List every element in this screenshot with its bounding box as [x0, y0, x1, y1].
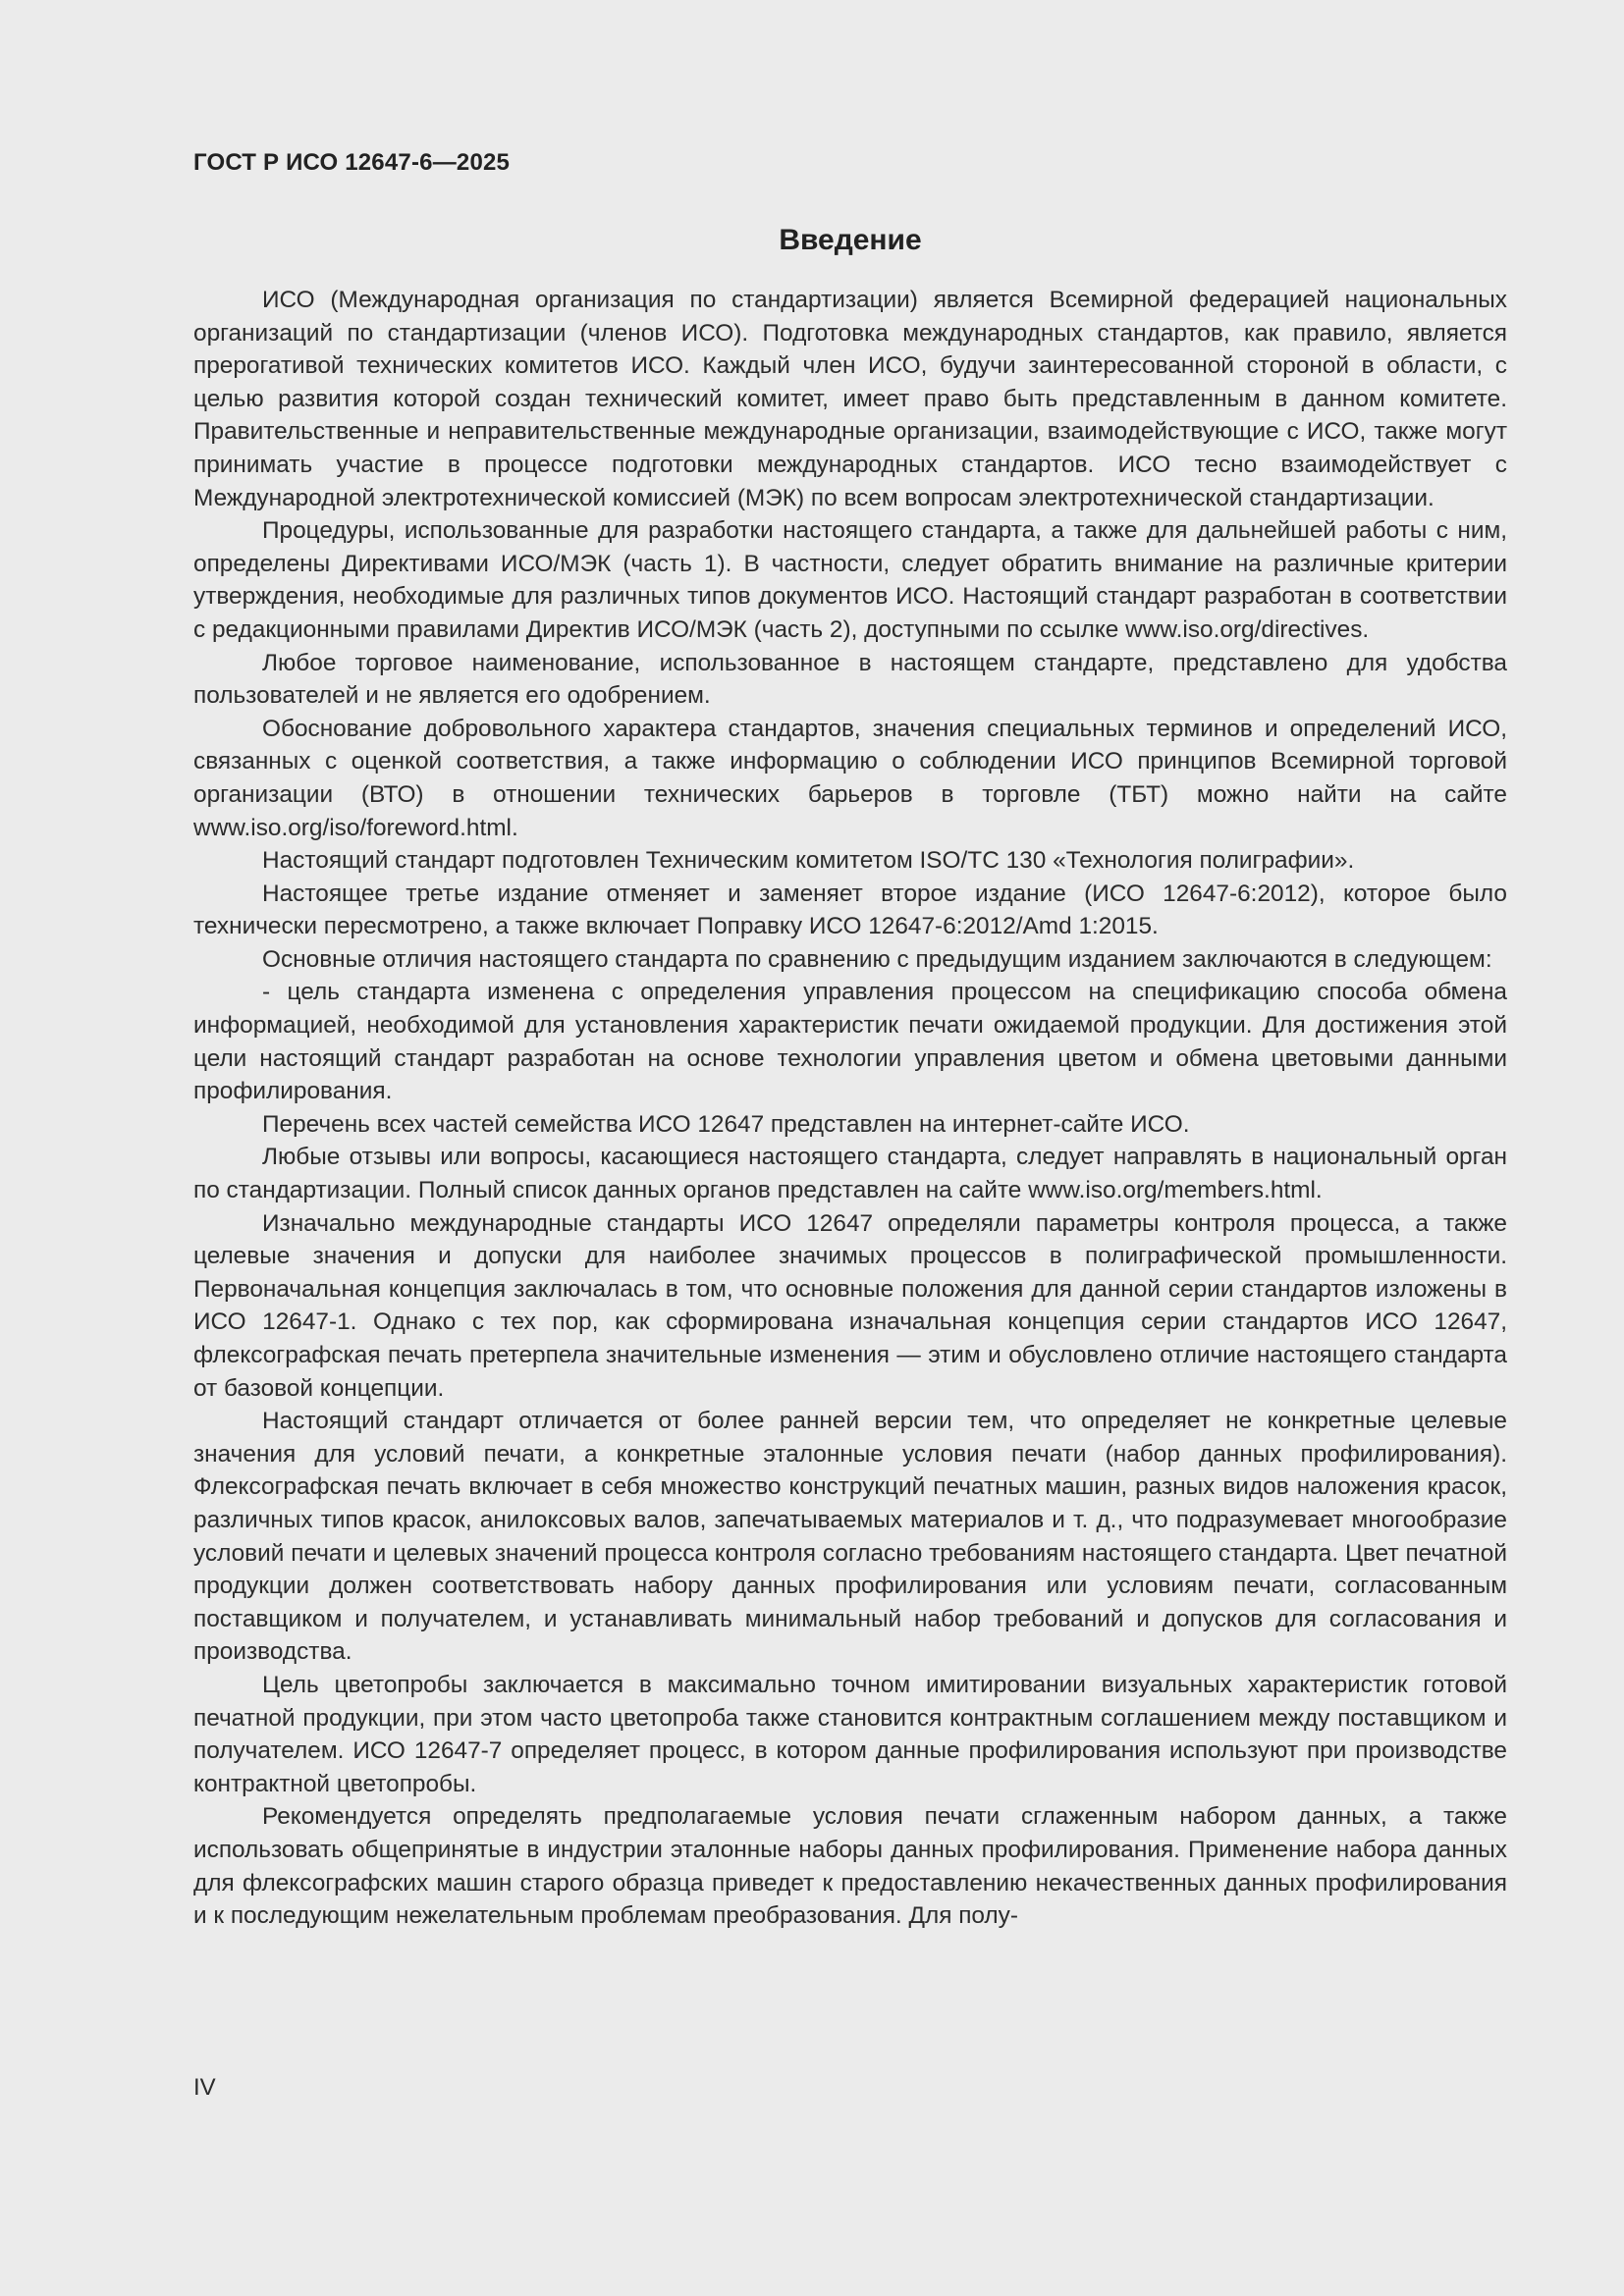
- list-item: - цель стандарта изменена с определения управления процессом на спецификацию способа обмена информацией, необходимой для установления характеристик печати ожидаемой продукции. Для достижения этой цели настоящий стандарт разработан на основе технологии управления цветом и обмена цветовыми данными профилирования.: [193, 979, 1507, 1105]
- page-number: IV: [193, 2074, 216, 2101]
- paragraph: Основные отличия настоящего стандарта по сравнению с предыдущим изданием заключаются в следующем:: [262, 945, 1492, 973]
- body-text: [193, 284, 1507, 1933]
- paragraph: Любое торговое наименование, использованное в настоящем стандарте, представлено для удобства пользователей и не является его одобрением.: [193, 649, 1507, 710]
- paragraph: Любые отзывы или вопросы, касающиеся настоящего стандарта, следует направлять в национальный орган по стандартизации. Полный список данных органов представлен на сайте www.iso.org/members.html.: [193, 1144, 1507, 1204]
- paragraph: Настоящее третье издание отменяет и заменяет второе издание (ИСО 12647-6:2012), которое было технически пересмотрено, а также включает Поправку ИСО 12647-6:2012/Amd 1:2015.: [193, 880, 1507, 940]
- paragraph: Процедуры, использованные для разработки настоящего стандарта, а также для дальнейшей работы с ним, определены Директивами ИСО/МЭК (часть 1). В частности, следует обратить внимание на различные критерии утверждения, необходимые для различных типов документов ИСО. Настоящий стандарт разработан в соответствии с редакционными правилами Директив ИСО/МЭК (часть 2), доступными по ссылке www.iso.org/directives.: [193, 517, 1507, 643]
- paragraph: Настоящий стандарт подготовлен Техническим комитетом ISO/TC 130 «Технология полиграфии».: [262, 847, 1355, 875]
- paragraph: Цель цветопробы заключается в максимально точном имитировании визуальных характеристик готовой печатной продукции, при этом часто цветопроба также становится контрактным соглашением между поставщиком и получателем. ИСО 12647-7 определяет процесс, в котором данные профилирования используют при производстве контрактной цветопробы.: [193, 1671, 1507, 1797]
- document-id-header: ГОСТ Р ИСО 12647-6—2025: [193, 149, 511, 176]
- section-title: Введение: [779, 224, 922, 256]
- paragraph: Рекомендуется определять предполагаемые условия печати сглаженным набором данных, а также использовать общепринятые в индустрии эталонные наборы данных профилирования. Применение набора данных для флексографских машин старого образца приведет к предоставлению некачественных данных профилирования и к последующим нежелательным проблемам преобразования. Для полу-: [193, 1803, 1507, 1930]
- paragraph: Обоснование добровольного характера стандартов, значения специальных терминов и определений ИСО, связанных с оценкой соответствия, а также информацию о соблюдении ИСО принципов Всемирной торговой организации (ВТО) в отношении технических барьеров в торговле (ТБТ) можно найти на сайте www.iso.org/iso/foreword.html.: [193, 715, 1507, 841]
- paragraph: Настоящий стандарт отличается от более ранней версии тем, что определяет не конкретные целевые значения для условий печати, а конкретные эталонные условия печати (набор данных профилирования). Флексографская печать включает в себя множество конструкций печатных машин, разных видов наложения красок, различных типов красок, анилоксовых валов, запечатываемых материалов и т. д., что подразумевает многообразие условий печати и целевых значений процесса контроля согласно требованиям настоящего стандарта. Цвет печатной продукции должен соответствовать набору данных профилирования или условиям печати, согласованным поставщиком и получателем, и устанавливать минимальный набор требований и допусков для согласования и производства.: [193, 1408, 1507, 1666]
- paragraph: Изначально международные стандарты ИСО 12647 определяли параметры контроля процесса, а также целевые значения и допуски для наиболее значимых процессов в полиграфической промышленности. Первоначальная концепция заключалась в том, что основные положения для данной серии стандартов изложены в ИСО 12647-1. Однако с тех пор, как сформирована изначальная концепция серии стандартов ИСО 12647, флексографская печать претерпела значительные изменения — этим и обусловлено отличие настоящего стандарта от базовой концепции.: [193, 1209, 1507, 1402]
- paragraph: Перечень всех частей семейства ИСО 12647 представлен на интернет-сайте ИСО.: [262, 1110, 1190, 1138]
- paragraph: ИСО (Международная организация по стандартизации) является Всемирной федерацией национальных организаций по стандартизации (членов ИСО). Подготовка международных стандартов, как правило, является прерогативой технических комитетов ИСО. Каждый член ИСО, будучи заинтересованной стороной в области, с целью развития которой создан технический комитет, имеет право быть представленным в данном комитете. Правительственные и неправительственные международные организации, взаимодействующие с ИСО, также могут принимать участие в процессе подготовки международных стандартов. ИСО тесно взаимодействует с Международной электротехнической комиссией (МЭК) по всем вопросам электротехнической стандартизации.: [193, 287, 1507, 511]
